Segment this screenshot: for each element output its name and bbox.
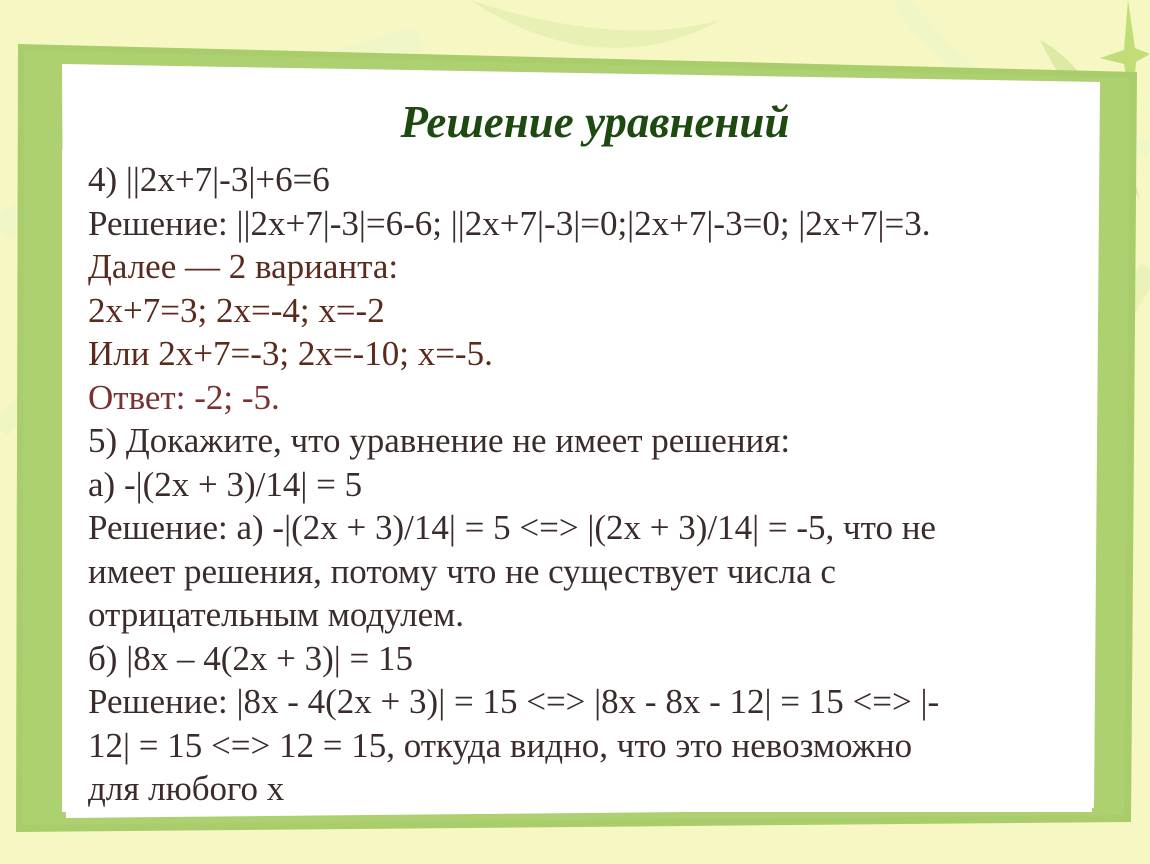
solution-5a-line-3: отрицательным модулем. xyxy=(88,595,465,634)
problem-5: 5) Докажите, что уравнение не имеет решения: xyxy=(88,421,791,460)
problem-5a: а) -|(2x + 3)/14| = 5 xyxy=(88,464,363,504)
solution-5a-line-1: Решение: а) -|(2x + 3)/14| = 5 <=> |(2x + 3)/14| = -5, что не xyxy=(88,508,936,547)
solution-5b-line-3: для любого х xyxy=(88,769,285,808)
slide-title: Решение уравнений xyxy=(400,97,790,147)
variant-1: 2x+7=3; 2x=-4; x=-2 xyxy=(88,290,385,330)
answer-4: Ответ: -2; -5. xyxy=(88,377,280,417)
solution-5a-line-2: имеет решения, потому что не существует числа с xyxy=(88,551,836,591)
variant-2: Или 2x+7=-3; 2x=-10; x=-5. xyxy=(88,334,493,373)
solution-4: Решение: ||2x+7|-3|=6-6; ||2x+7|-3|=0;|2x+7|-3=0; |2x+7|=3. xyxy=(88,203,931,243)
solution-5b-line-2: 12| = 15 <=> 12 = 15, откуда видно, что это невозможно xyxy=(88,725,913,765)
problem-5b: б) |8x – 4(2x + 3)| = 15 xyxy=(88,638,414,678)
slide-body xyxy=(88,158,1088,811)
solution-5b-line-1: Решение: |8x - 4(2x + 3)| = 15 <=> |8x - 8x - 12| = 15 <=> |- xyxy=(88,682,940,721)
problem-4: 4) ||2x+7|-3|+6=6 xyxy=(88,160,330,199)
variants-line: Далее — 2 варианта: xyxy=(88,247,399,286)
